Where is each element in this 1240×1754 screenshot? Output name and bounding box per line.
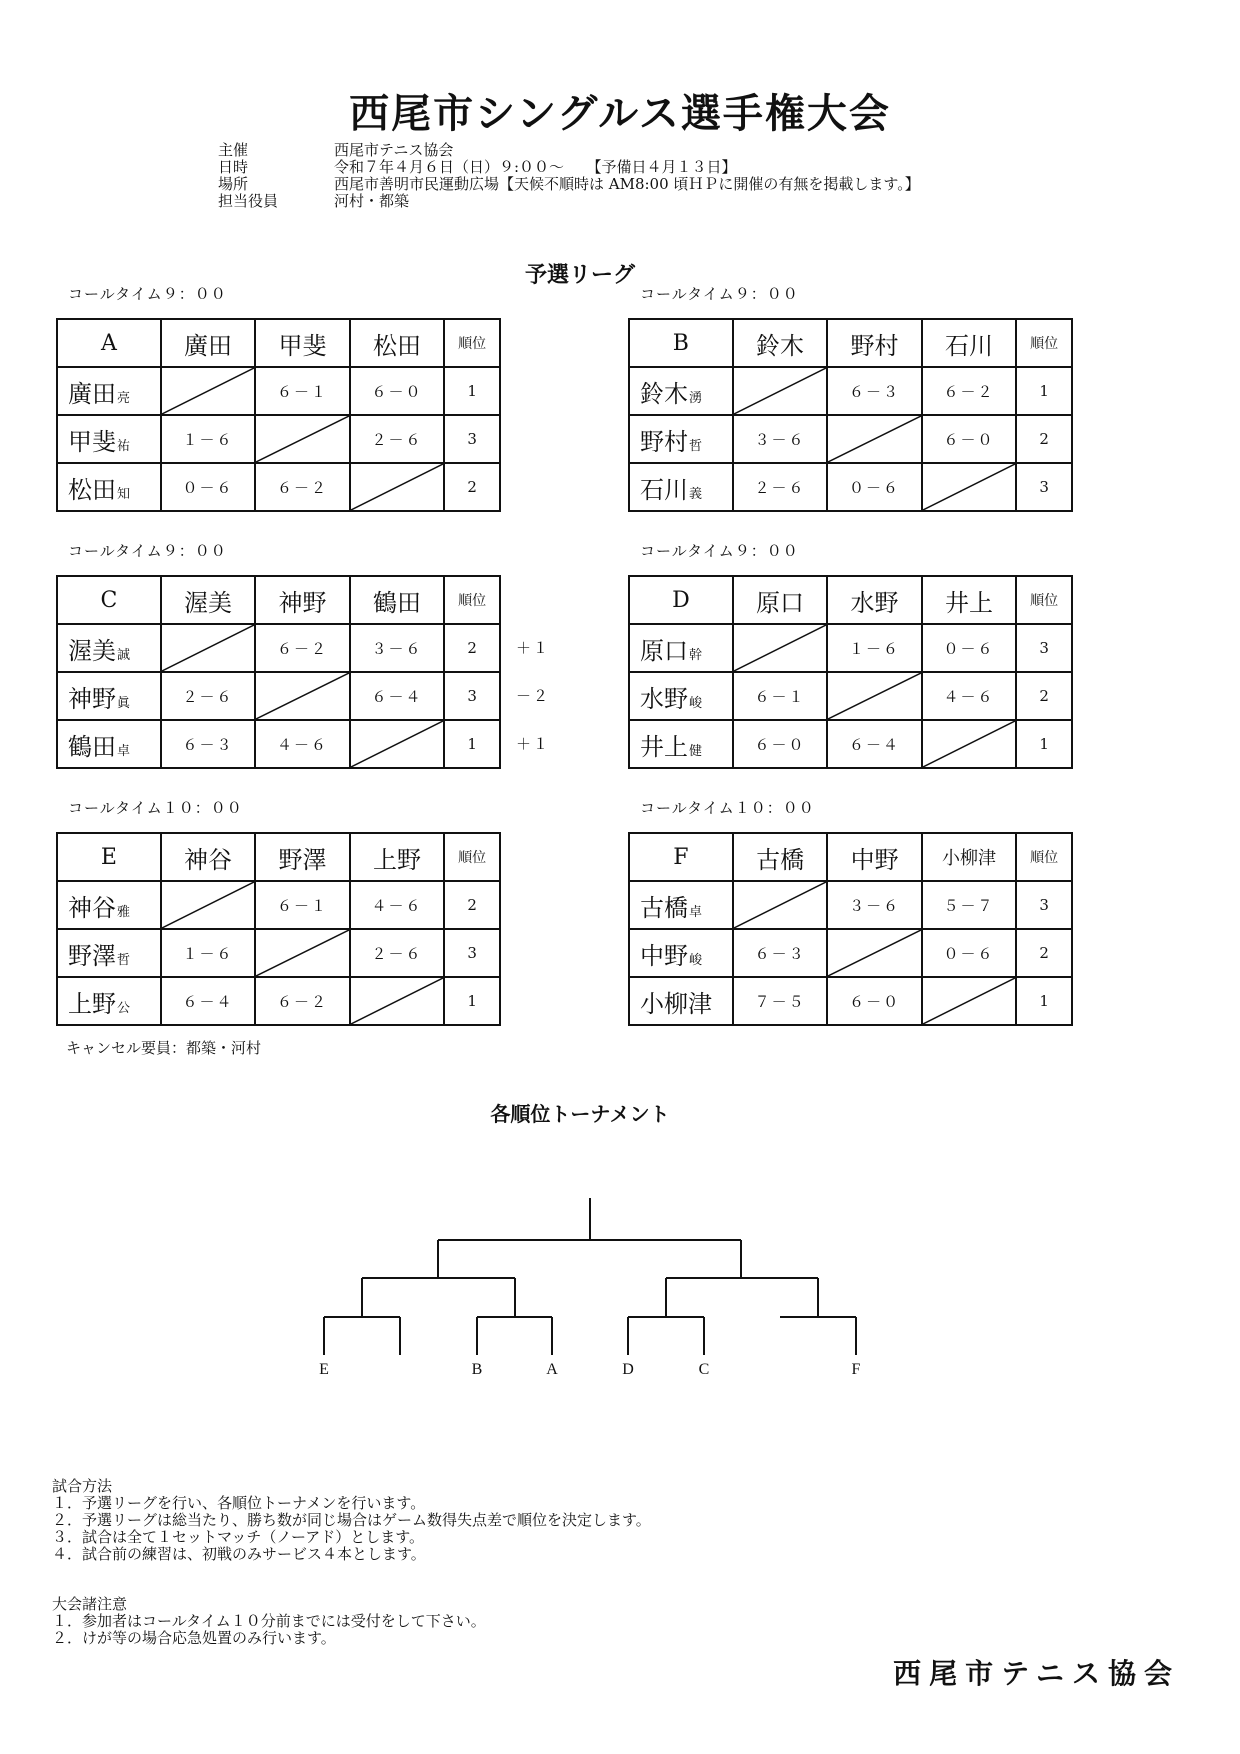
match-method-item: ２．予選リーグは総当たり、勝ち数が同じ場合はゲーム数得失点差で順位を決定します。 (52, 1511, 651, 1529)
header-player: 神谷 (161, 833, 256, 881)
player-surname: 古橋 (640, 893, 688, 922)
row-player (629, 367, 733, 415)
player-surname: 石川 (640, 475, 688, 504)
score-cell: ３－６ (827, 881, 921, 929)
rank-header: 順位 (444, 833, 500, 881)
diagonal-cell (733, 367, 828, 415)
bracket-lines (324, 1198, 856, 1355)
row-player (57, 367, 161, 415)
player-given: 哲 (689, 438, 703, 454)
league-table-b (628, 318, 1073, 512)
bracket-label-e: E (319, 1361, 329, 1378)
info-label: 日時 (218, 158, 249, 176)
league-table-a (56, 318, 501, 512)
bracket-label-a: A (546, 1361, 558, 1378)
diagonal-cell (255, 929, 350, 977)
tiebreak-note: －２ (516, 687, 551, 705)
row-player (629, 720, 733, 768)
row-player (57, 929, 161, 977)
header-player: 上野 (350, 833, 445, 881)
group-label: E (57, 833, 161, 881)
bracket-label-b: B (471, 1361, 483, 1378)
score-cell: ６－２ (255, 624, 350, 672)
score-cell: ６－１ (255, 367, 350, 415)
row-player (629, 624, 733, 672)
score-cell: ０－６ (922, 929, 1016, 977)
diagonal-cell (161, 624, 256, 672)
info-value: 河村・都築 (334, 192, 410, 210)
player-given: 峻 (689, 952, 703, 968)
info-value: 西尾市善明市民運動広場【天候不順時は AM8:00 頃ＨＰに開催の有無を掲載します。】 (334, 175, 920, 193)
rank-cell: 2 (444, 624, 500, 672)
rank-header: 順位 (1016, 319, 1072, 367)
player-given: 義 (689, 486, 703, 502)
rank-cell: 3 (444, 672, 500, 720)
row-player (57, 463, 161, 511)
score-cell: ６－０ (733, 720, 828, 768)
header-player: 小柳津 (922, 833, 1016, 881)
rank-cell: 1 (444, 367, 500, 415)
match-method (52, 1478, 651, 1563)
info-row-host (218, 142, 920, 159)
score-cell: ３－６ (733, 415, 828, 463)
league-table-d (628, 575, 1073, 769)
header-player: 神野 (255, 576, 350, 624)
header-player: 原口 (733, 576, 828, 624)
score-cell: ４－６ (350, 881, 445, 929)
group-label: D (629, 576, 733, 624)
row-player (629, 463, 733, 511)
row-player (57, 415, 161, 463)
info-row-venue (218, 176, 920, 193)
diagonal-cell (733, 624, 828, 672)
league-row (57, 977, 500, 1025)
score-cell: ０－６ (827, 463, 922, 511)
rank-cell: 3 (444, 415, 500, 463)
page-title: 西尾市シングルス選手権大会 (349, 90, 891, 137)
score-cell: １－６ (161, 929, 256, 977)
diagonal-cell (827, 672, 922, 720)
row-player (629, 881, 733, 929)
score-cell: ０－６ (161, 463, 256, 511)
score-cell: ６－１ (733, 672, 828, 720)
info-value: 西尾市テニス協会 (334, 141, 454, 159)
rank-header: 順位 (444, 576, 500, 624)
score-cell: ６－３ (733, 929, 827, 977)
score-cell: ６－２ (255, 977, 350, 1025)
header-player: 井上 (922, 576, 1017, 624)
player-surname: 小柳津 (640, 989, 712, 1018)
league-row (57, 367, 500, 415)
player-surname: 甲斐 (68, 427, 116, 456)
header-player: 石川 (922, 319, 1017, 367)
match-method-item: １．予選リーグを行い、各順位トーナメンを行います。 (52, 1494, 426, 1512)
rank-cell: 1 (1016, 977, 1072, 1025)
rank-cell: 3 (1016, 624, 1072, 672)
player-given: 湧 (689, 390, 703, 406)
rank-cell: 1 (1016, 367, 1072, 415)
player-surname: 野村 (640, 427, 688, 456)
diagonal-cell (350, 463, 445, 511)
row-player (629, 977, 733, 1025)
score-cell: ２－６ (350, 929, 445, 977)
player-given: 峻 (689, 695, 703, 711)
row-player (57, 672, 161, 720)
notes-heading: 大会諸注意 (52, 1595, 128, 1613)
player-surname: 神野 (68, 684, 116, 713)
diagonal-cell (922, 977, 1016, 1025)
league-row (629, 720, 1072, 768)
rank-cell: 1 (444, 720, 500, 768)
bracket-label-f: F (851, 1361, 861, 1378)
league-row (57, 463, 500, 511)
league-row (629, 463, 1072, 511)
player-surname: 神谷 (68, 893, 116, 922)
row-player (629, 929, 733, 977)
call-time: コールタイム９：００ (640, 542, 799, 560)
call-time: コールタイム９：００ (640, 285, 799, 303)
header-player: 廣田 (161, 319, 256, 367)
player-surname: 水野 (640, 684, 688, 713)
row-player (629, 415, 733, 463)
tournament-title: 各順位トーナメント (490, 1102, 670, 1126)
player-surname: 野澤 (68, 941, 116, 970)
score-cell: ６－２ (255, 463, 350, 511)
score-cell: ６－０ (922, 415, 1017, 463)
bracket-label-d: D (622, 1361, 634, 1378)
diagonal-cell (350, 977, 445, 1025)
organizer-footer: 西尾市テニス協会 (893, 1657, 1180, 1690)
league-table-c (56, 575, 501, 769)
cancel-staff: キャンセル要員：都築・河村 (66, 1039, 262, 1057)
notes-item: ２．けが等の場合応急処置のみ行います。 (52, 1629, 336, 1647)
rank-cell: 3 (444, 929, 500, 977)
score-cell: ２－６ (733, 463, 828, 511)
score-cell: ６－２ (922, 367, 1017, 415)
league-row (57, 929, 500, 977)
score-cell: ２－６ (350, 415, 445, 463)
player-surname: 中野 (640, 941, 688, 970)
player-surname: 鶴田 (68, 732, 116, 761)
diagonal-cell (255, 672, 350, 720)
rank-cell: 2 (1016, 929, 1072, 977)
player-given: 幹 (689, 647, 703, 663)
score-cell: ６－１ (255, 881, 350, 929)
score-cell: ６－０ (350, 367, 445, 415)
score-cell: ６－３ (827, 367, 922, 415)
diagonal-cell (161, 367, 256, 415)
diagonal-cell (255, 415, 350, 463)
league-row (629, 977, 1072, 1025)
notes-item: １．参加者はコールタイム１０分前までには受付をして下さい。 (52, 1612, 486, 1630)
diagonal-cell (350, 720, 445, 768)
group-label: B (629, 319, 733, 367)
diagonal-cell (827, 929, 921, 977)
score-cell: ６－４ (827, 720, 922, 768)
score-cell: ７－５ (733, 977, 827, 1025)
info-label: 場所 (218, 175, 249, 193)
league-row (629, 367, 1072, 415)
rank-cell: 2 (444, 463, 500, 511)
league-row (629, 624, 1072, 672)
player-surname: 鈴木 (640, 379, 688, 408)
call-time: コールタイム１０：００ (68, 799, 243, 817)
league-row (629, 881, 1072, 929)
match-method-item: ４．試合前の練習は、初戦のみサービス４本とします。 (52, 1545, 426, 1563)
rank-cell: 3 (1016, 463, 1072, 511)
league-row (57, 624, 500, 672)
diagonal-cell (827, 415, 922, 463)
score-cell: ２－６ (161, 672, 256, 720)
league-row (57, 881, 500, 929)
diagonal-cell (161, 881, 256, 929)
info-row-date (218, 159, 920, 176)
player-given: 雅 (117, 904, 131, 920)
league-table-f (628, 832, 1073, 1026)
rank-cell: 2 (1016, 415, 1072, 463)
score-cell: ４－６ (922, 672, 1017, 720)
row-player (629, 672, 733, 720)
diagonal-cell (733, 881, 827, 929)
header-player: 水野 (827, 576, 922, 624)
player-given: 哲 (117, 952, 131, 968)
player-surname: 井上 (640, 732, 688, 761)
header-player: 松田 (350, 319, 445, 367)
header-player: 中野 (827, 833, 921, 881)
info-label: 主催 (218, 141, 249, 159)
call-time: コールタイム９：００ (68, 285, 227, 303)
player-given: 卓 (117, 743, 131, 759)
diagonal-cell (922, 463, 1017, 511)
score-cell: ６－４ (161, 977, 256, 1025)
score-cell: ４－６ (255, 720, 350, 768)
group-label: A (57, 319, 161, 367)
player-given: 亮 (117, 390, 131, 406)
info-row-staff (218, 193, 920, 210)
header-player: 甲斐 (255, 319, 350, 367)
tiebreak-note: ＋１ (516, 735, 551, 753)
score-cell: １－６ (827, 624, 922, 672)
tournament-notes (52, 1596, 486, 1647)
row-player (57, 881, 161, 929)
rank-header: 順位 (444, 319, 500, 367)
header-player: 鈴木 (733, 319, 828, 367)
row-player (57, 624, 161, 672)
diagonal-cell (922, 720, 1017, 768)
league-table-e (56, 832, 501, 1026)
player-surname: 廣田 (68, 379, 116, 408)
header-player: 野澤 (255, 833, 350, 881)
rank-cell: 1 (1016, 720, 1072, 768)
score-cell: ０－６ (922, 624, 1017, 672)
score-cell: ５－７ (922, 881, 1016, 929)
rank-header: 順位 (1016, 833, 1072, 881)
call-time: コールタイム９：００ (68, 542, 227, 560)
call-time: コールタイム１０：００ (640, 799, 815, 817)
league-title: 予選リーグ (524, 262, 635, 288)
header-player: 鶴田 (350, 576, 445, 624)
match-method-heading: 試合方法 (52, 1477, 113, 1495)
league-row (57, 672, 500, 720)
league-row (629, 415, 1072, 463)
tiebreak-note: ＋１ (516, 639, 551, 657)
score-cell: ６－３ (161, 720, 256, 768)
rank-cell: 2 (1016, 672, 1072, 720)
row-player (57, 977, 161, 1025)
score-cell: １－６ (161, 415, 256, 463)
player-given: 眞 (117, 695, 131, 711)
player-surname: 松田 (68, 475, 116, 504)
header-player: 渥美 (161, 576, 256, 624)
player-given: 健 (689, 743, 703, 759)
tournament-bracket (0, 1190, 1240, 1390)
player-surname: 原口 (640, 636, 688, 665)
rank-cell: 1 (444, 977, 500, 1025)
player-surname: 上野 (68, 989, 116, 1018)
score-cell: ６－０ (827, 977, 921, 1025)
bracket-label-c: C (698, 1361, 710, 1378)
player-given: 公 (117, 1000, 131, 1016)
player-given: 誠 (117, 647, 131, 663)
rank-cell: 3 (1016, 881, 1072, 929)
player-given: 卓 (689, 904, 703, 920)
player-given: 知 (117, 486, 131, 502)
score-cell: ６－４ (350, 672, 445, 720)
event-info (218, 142, 920, 210)
info-label: 担当役員 (218, 192, 279, 210)
league-row (629, 929, 1072, 977)
group-label: C (57, 576, 161, 624)
match-method-item: ３．試合は全て１セットマッチ（ノーアド）とします。 (52, 1528, 425, 1546)
info-value: 令和７年４月６日（日）９:００～ 【予備日４月１３日】 (334, 158, 737, 176)
player-surname: 渥美 (68, 636, 116, 665)
rank-header: 順位 (1016, 576, 1072, 624)
player-given: 祐 (117, 438, 131, 454)
league-row (57, 720, 500, 768)
header-player: 野村 (827, 319, 922, 367)
league-row (57, 415, 500, 463)
score-cell: ３－６ (350, 624, 445, 672)
row-player (57, 720, 161, 768)
rank-cell: 2 (444, 881, 500, 929)
header-player: 古橋 (733, 833, 827, 881)
group-label: F (629, 833, 733, 881)
league-row (629, 672, 1072, 720)
